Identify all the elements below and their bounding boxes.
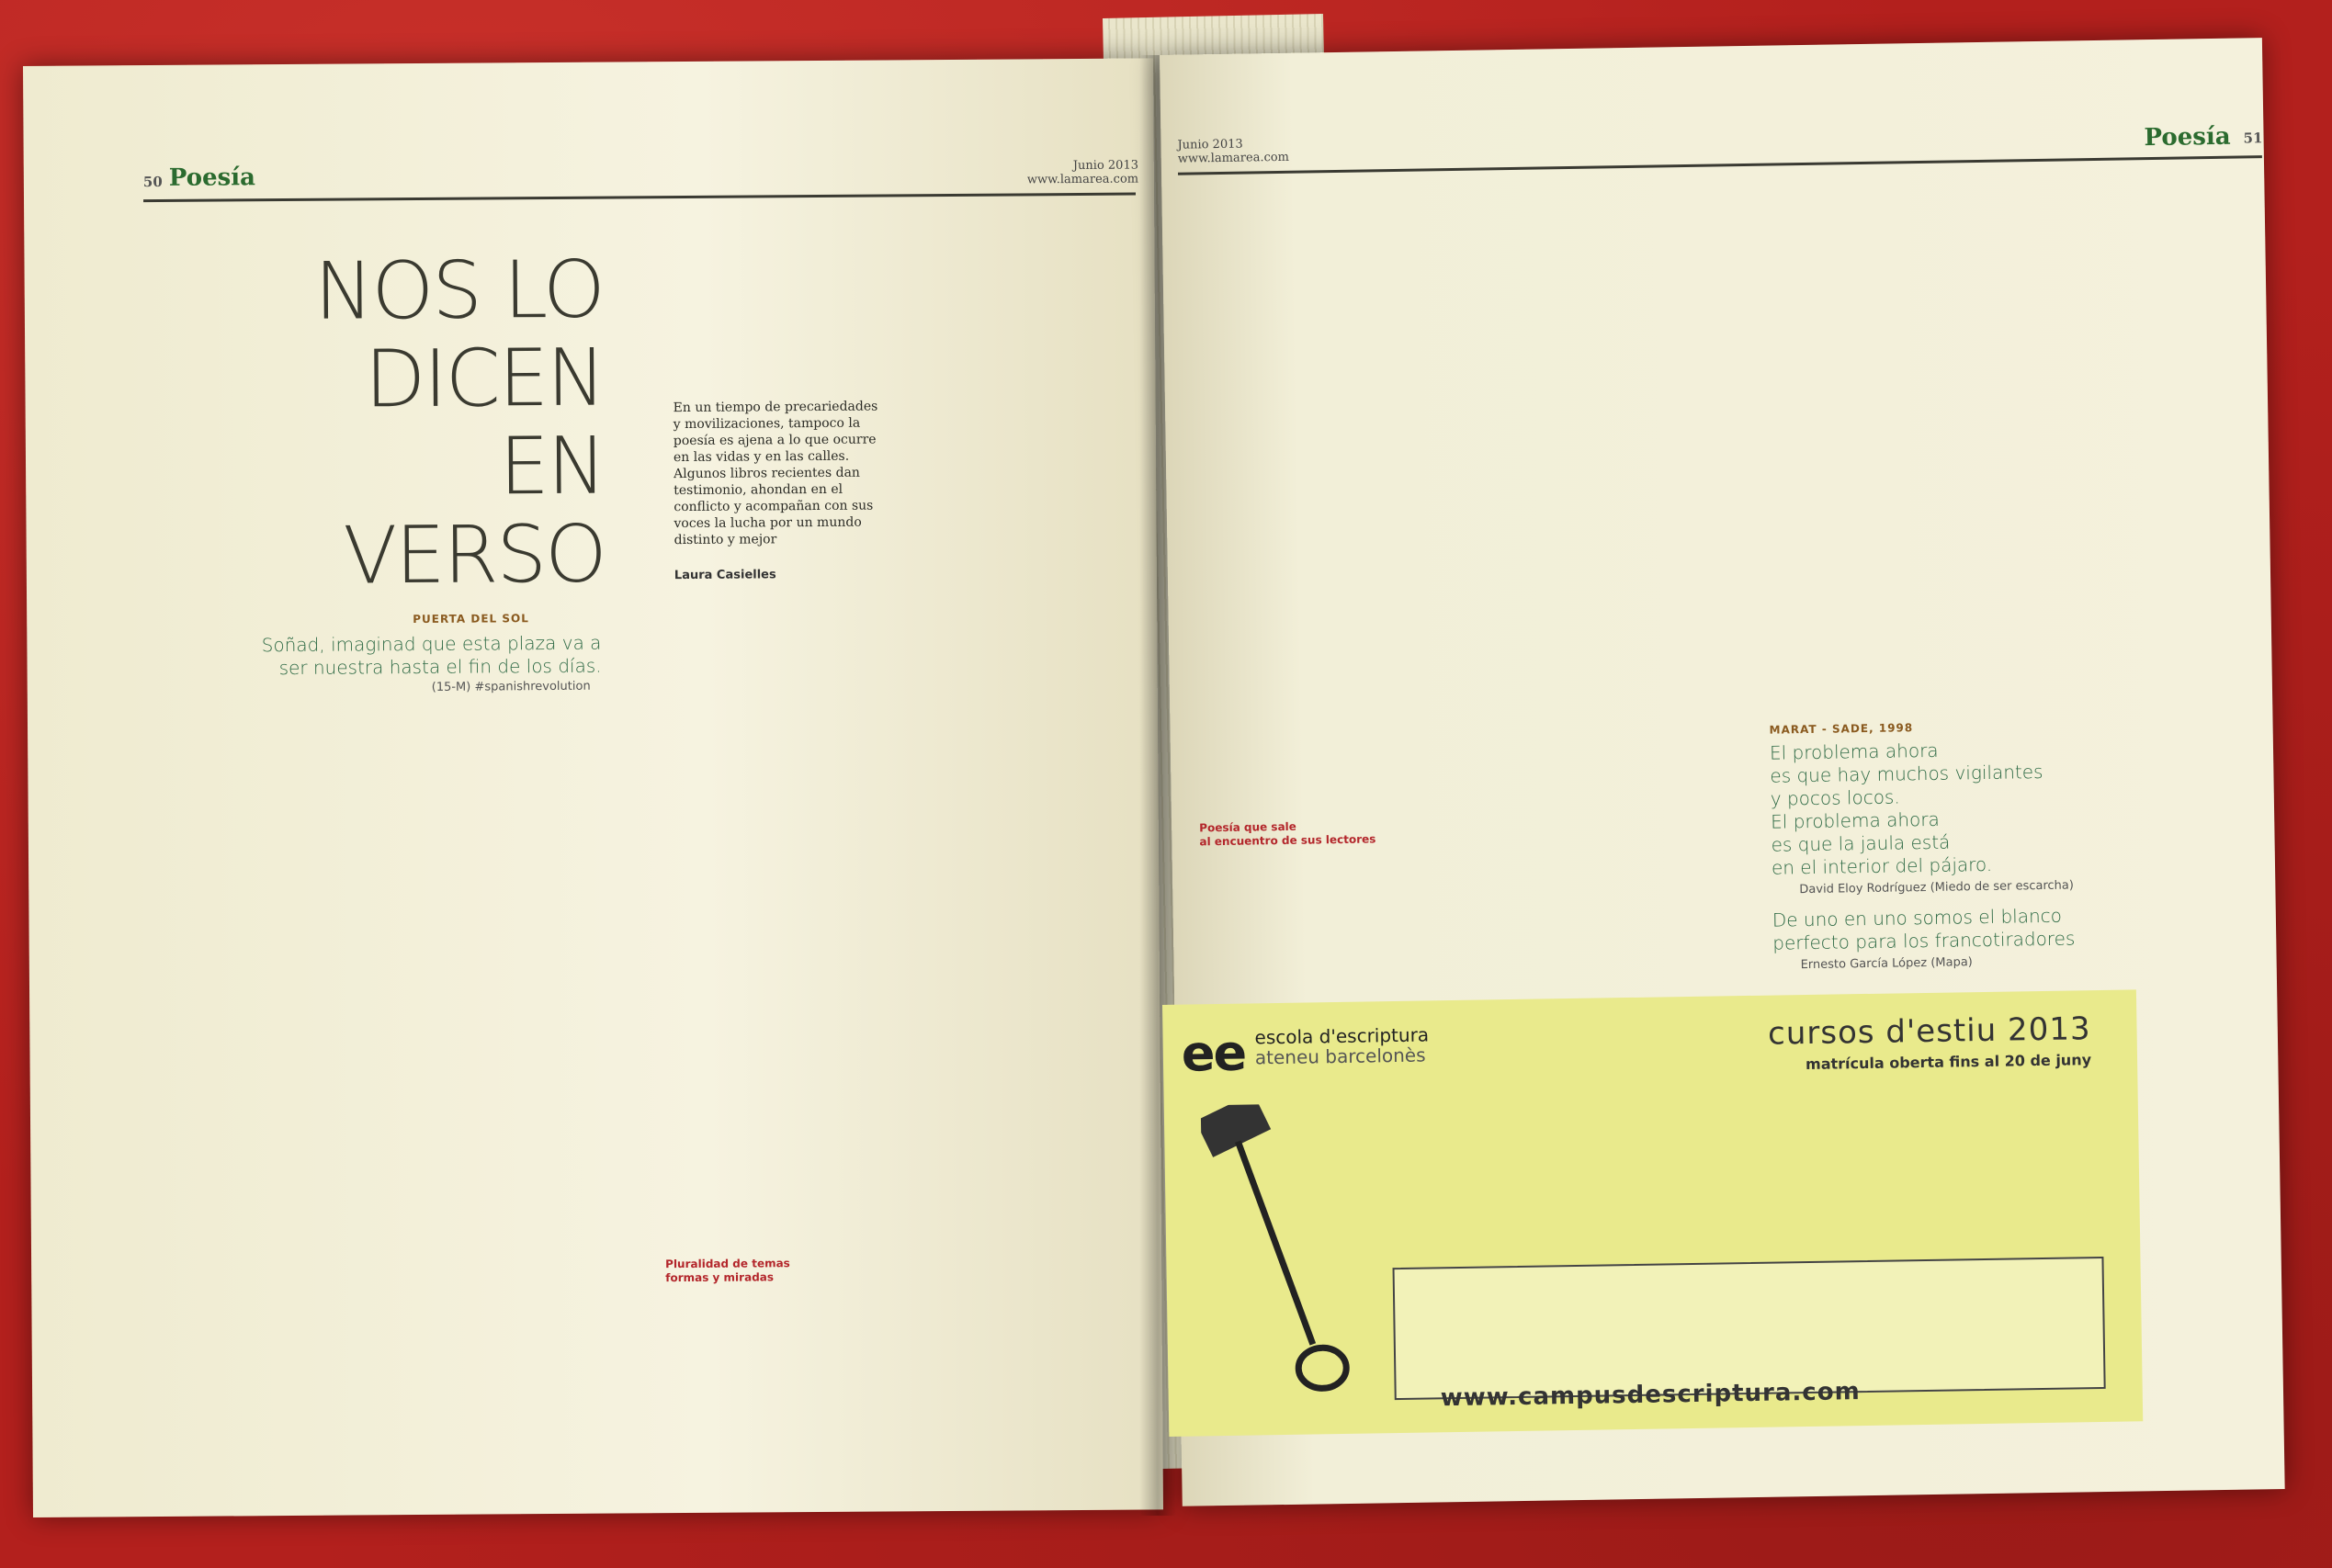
ad-school-line-2: ateneu barcelonès [1254,1043,1426,1069]
right-subhead-line-1: Poesía que sale [1199,819,1296,835]
ad-school-line-1: escola d'escriptura [1254,1023,1430,1049]
poem-line: ser nuestra hasta el fin de los días. [278,654,602,680]
headline-line-3: VERSO [343,508,606,603]
left-header-rule [143,193,1136,203]
pull-quote [1770,736,2167,880]
quote2-line: De uno en uno somos el blanco [1772,904,2063,931]
ad-registration-form [1393,1257,2106,1400]
ad-school-name [1254,1024,1429,1067]
quote-line: es que la jaula está [1771,830,1951,856]
left-page [23,58,1163,1517]
poem-epigraph [233,632,601,681]
poem-line: Soñad, imaginad que esta plaza va a [261,631,602,657]
advertisement [1162,989,2143,1437]
right-date-website [1177,138,1289,167]
left-date: Junio 2013 [1072,158,1139,174]
right-section-title: Poesía [2144,122,2231,152]
right-subhead-line-2: al encuentro de sus lectores [1199,832,1376,849]
right-header-rule [1178,155,2262,175]
right-website: www.lamarea.com [1177,150,1290,166]
ad-registration: matrícula oberta fins al 20 de juny [1805,1051,2092,1074]
quote-kicker: MARAT - SADE, 1998 [1769,721,1914,737]
right-page-number: 51 [2243,130,2263,147]
headline-line-1: NOS LO [313,243,605,338]
quote-line: El problema ahora [1769,739,1939,764]
ad-title: cursos d'estiu 2013 [1767,1010,2091,1053]
quote-line: y pocos locos. [1770,785,1900,810]
quote-line: El problema ahora [1771,807,1940,833]
left-page-number: 50 [142,173,163,191]
pull-quote-2 [1772,903,2168,955]
headline [235,243,606,603]
byline: Laura Casielles [674,568,776,583]
ad-website: www.campusdescriptura.com [1440,1378,1861,1413]
right-date: Junio 2013 [1177,137,1243,152]
article-dek: En un tiempo de precariedades y movilizaciones, tampoco la poesía es ajena a lo que ocurre en las vidas y en las calles. Algunos libros recientes dan testimonio, ahondan en el conflicto y acompañan con sus voces la lucha por un mundo distinto y mejor [673,399,878,548]
left-section-title: Poesía [168,164,256,192]
poem-kicker: PUERTA DEL SOL [413,612,529,626]
quote2-credit: Ernesto García López (Mapa) [1800,955,1973,973]
left-subhead-line-2: formas y miradas [665,1270,775,1285]
poem-credit: (15-M) #spanishrevolution [431,679,591,694]
quote2-line: perfecto para los francotiradores [1772,927,2076,954]
headline-line-2: DICEN EN [364,332,606,513]
left-website: www.lamarea.com [1026,172,1139,187]
key-icon [1201,1103,1353,1408]
right-subhead [1199,818,1375,849]
quote-line: es que hay muchos vigilantes [1770,760,2043,787]
ad-logo: ee [1181,1023,1246,1083]
left-date-website [1027,160,1138,188]
left-subhead [665,1257,790,1285]
quote-credit: David Eloy Rodríguez (Miedo de ser escarcha) [1799,878,2075,897]
quote-line: en el interior del pájaro. [1771,852,1993,879]
left-subhead-line-1: Pluralidad de temas [665,1257,790,1271]
